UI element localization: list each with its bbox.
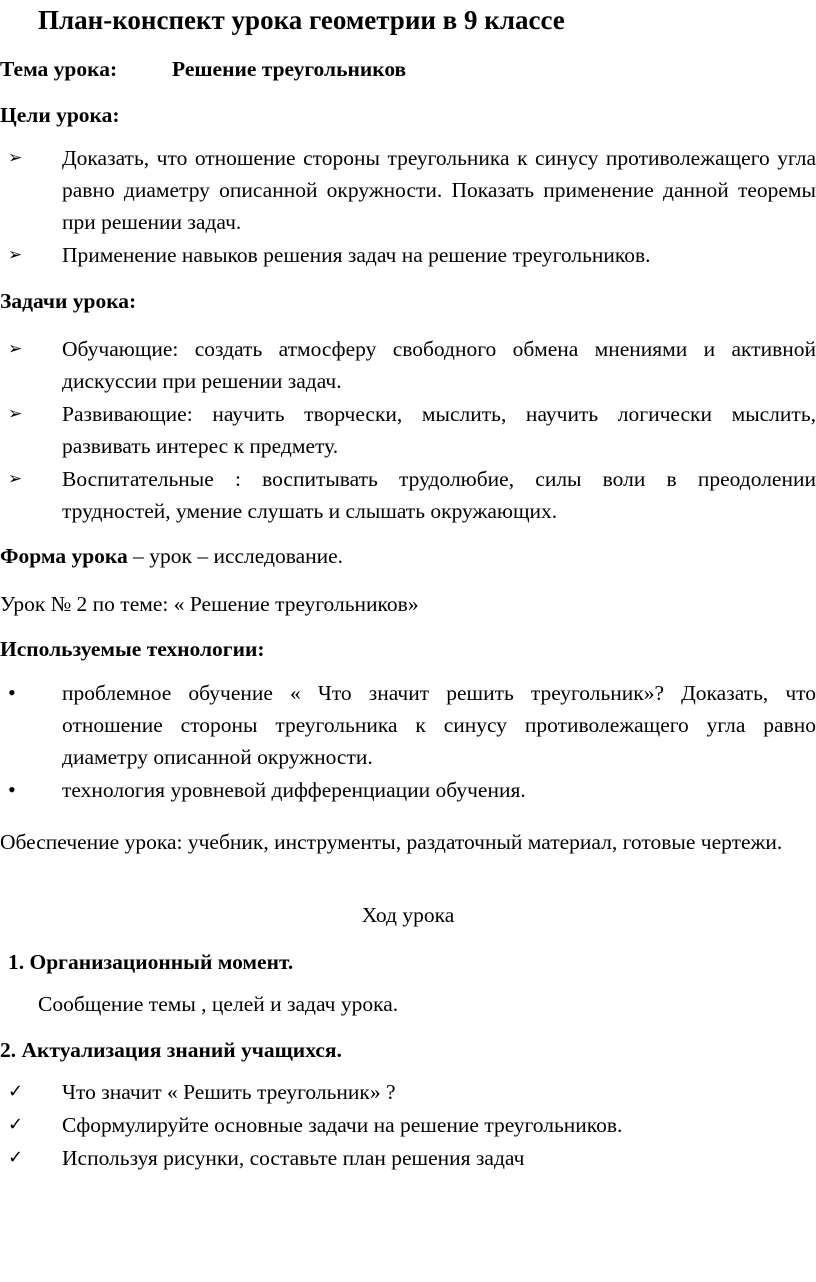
arrow-bullet-icon: ➢ bbox=[8, 404, 23, 424]
lesson-number-line: Урок № 2 по теме: « Решение треугольников» bbox=[0, 592, 419, 616]
list-item bbox=[0, 677, 816, 773]
stage1-text: Сообщение темы , целей и задач урока. bbox=[38, 992, 399, 1016]
list-item bbox=[0, 333, 816, 397]
goal-text: Применение навыков решения задач на решение треугольников. bbox=[62, 243, 651, 267]
dot-bullet-icon: • bbox=[8, 680, 16, 705]
topic-value: Решение треугольников bbox=[172, 57, 407, 81]
question-text: Используя рисунки, составьте план решения задач bbox=[62, 1146, 525, 1170]
checkmark-icon: ✓ bbox=[8, 1147, 24, 1168]
technologies-heading: Используемые технологии: bbox=[0, 637, 265, 661]
course-heading: Ход урока bbox=[361, 903, 455, 927]
stage2-heading: 2. Актуализация знаний учащихся. bbox=[0, 1038, 342, 1062]
list-item bbox=[0, 142, 816, 238]
technology-text: проблемное обучение « Что значит решить треугольник»? Доказать, что отношение стороны треугольника к синусу противолежащего угла равно диаметру описанной окружности. bbox=[62, 681, 816, 769]
lesson-equipment: Обеспечение урока: учебник, инструменты, раздаточный материал, готовые чертежи. bbox=[0, 830, 783, 854]
list-item bbox=[0, 239, 816, 271]
checkmark-icon: ✓ bbox=[8, 1081, 24, 1102]
page-title: План-конспект урока геометрии в 9 классе bbox=[38, 5, 565, 35]
form-label: Форма урока bbox=[0, 544, 128, 568]
task-text: Развивающие: научить творчески, мыслить, научить логически мыслить, развивать интерес к предмету. bbox=[62, 402, 816, 458]
stage1-heading: 1. Организационный момент. bbox=[8, 950, 294, 974]
list-item bbox=[0, 463, 816, 527]
list-item bbox=[0, 1109, 816, 1141]
task-text: Обучающие: создать атмосферу свободного обмена мнениями и активной дискуссии при решении задач. bbox=[62, 337, 816, 393]
dot-bullet-icon: • bbox=[8, 777, 16, 802]
question-text: Сформулируйте основные задачи на решение треугольников. bbox=[62, 1113, 623, 1137]
list-item bbox=[0, 774, 816, 806]
goals-list bbox=[0, 142, 816, 272]
list-item bbox=[0, 1076, 816, 1108]
topic-label: Тема урока: bbox=[0, 57, 118, 81]
goal-text: Доказать, что отношение стороны треугольника к синусу противолежащего угла равно диаметру описанной окружности. Показать применение данной теоремы при решении задач. bbox=[62, 146, 816, 234]
technology-text: технология уровневой дифференциации обучения. bbox=[62, 778, 526, 802]
lesson-form bbox=[0, 540, 816, 572]
goals-heading: Цели урока: bbox=[0, 103, 120, 127]
stage2-questions-list bbox=[0, 1076, 816, 1175]
form-value: – урок – исследование. bbox=[127, 544, 344, 568]
arrow-bullet-icon: ➢ bbox=[8, 245, 23, 265]
arrow-bullet-icon: ➢ bbox=[8, 148, 23, 168]
checkmark-icon: ✓ bbox=[8, 1114, 24, 1135]
tasks-list bbox=[0, 333, 816, 528]
lesson-topic bbox=[0, 53, 816, 85]
list-item bbox=[0, 398, 816, 462]
arrow-bullet-icon: ➢ bbox=[8, 339, 23, 359]
question-text: Что значит « Решить треугольник» ? bbox=[62, 1080, 396, 1104]
arrow-bullet-icon: ➢ bbox=[8, 469, 23, 489]
technologies-list bbox=[0, 677, 816, 807]
tasks-heading: Задачи урока: bbox=[0, 289, 137, 313]
task-text: Воспитательные : воспитывать трудолюбие, силы воли в преодолении трудностей, умение слушать и слышать окружающих. bbox=[62, 467, 816, 523]
list-item bbox=[0, 1142, 816, 1174]
